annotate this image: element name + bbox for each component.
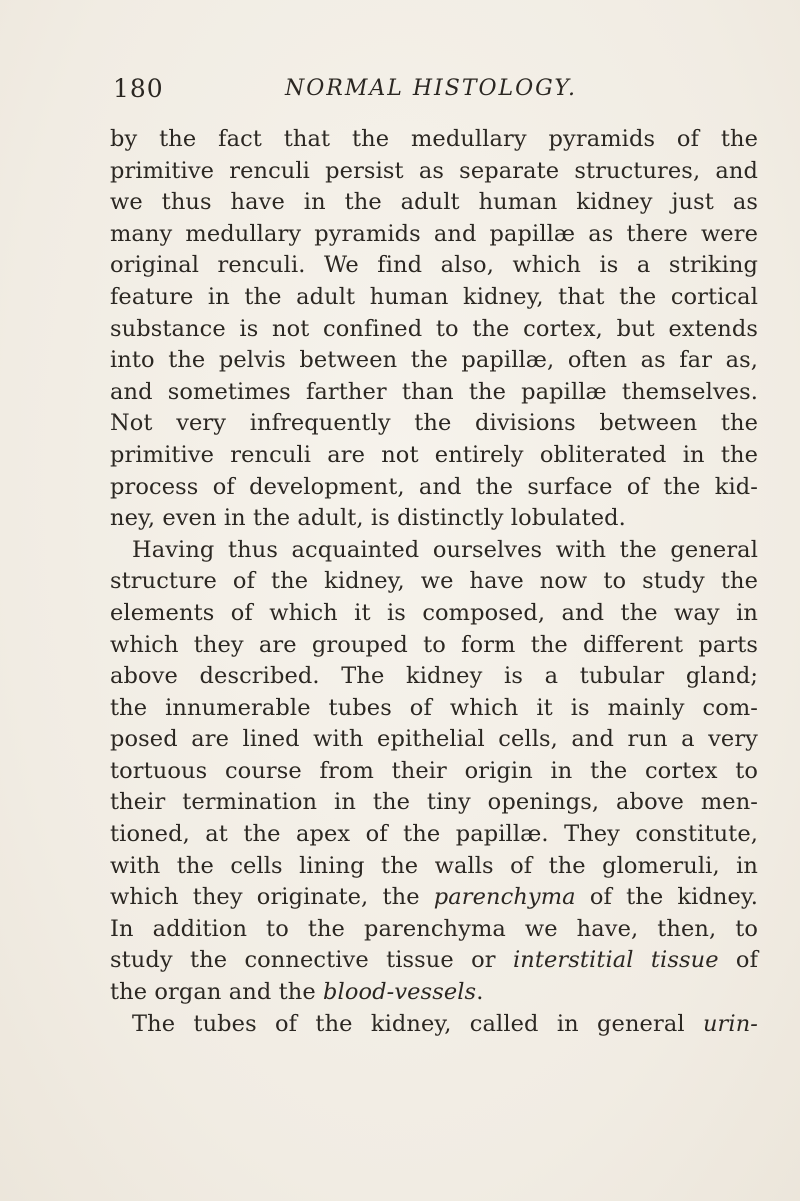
text-segment: the organ and the <box>110 979 324 1006</box>
text-line <box>110 945 758 977</box>
text-line: which they are grouped to form the different parts <box>110 631 758 658</box>
text-line <box>110 977 758 1009</box>
text-line: primitive renculi persist as separate structures, and <box>110 157 758 184</box>
text-line <box>110 882 758 914</box>
text-segment: . <box>476 979 484 1006</box>
text-line: feature in the adult human kidney, that the cortical <box>110 283 758 310</box>
text-segment: of the kidney. <box>575 884 758 911</box>
text-segment: of <box>718 947 759 974</box>
running-title: NORMAL HISTOLOGY. <box>285 76 578 101</box>
text-line: structure of the kidney, we have now to study the <box>110 568 758 595</box>
text-line: primitive renculi are not entirely obliterated in the <box>110 441 758 468</box>
page-number: 180 <box>113 74 164 103</box>
text-line: their termination in the tiny openings, above men- <box>110 789 758 816</box>
text-line: tioned, at the apex of the papillæ. They constitute, <box>110 821 758 848</box>
text-line: we thus have in the adult human kidney just as <box>110 189 758 216</box>
italic-term: urin- <box>702 1010 758 1037</box>
text-line: process of development, and the surface of the kid- <box>110 473 758 500</box>
body-text <box>110 124 758 1040</box>
text-line: Not very infrequently the divisions between the <box>110 410 758 437</box>
text-line: tortuous course from their origin in the cortex to <box>110 757 758 784</box>
text-line: and sometimes farther than the papillæ themselves. <box>110 378 758 405</box>
text-line: the innumerable tubes of which it is mainly com- <box>110 694 758 721</box>
text-line: ney, even in the adult, is distinctly lobulated. <box>110 505 626 532</box>
text-line: many medullary pyramids and papillæ as there were <box>110 220 758 247</box>
text-line: In addition to the parenchyma we have, then, to <box>110 915 758 942</box>
italic-term: blood-vessels <box>323 979 477 1006</box>
text-line-paragraph-start <box>110 1009 758 1041</box>
italic-term: parenchyma <box>433 884 576 911</box>
text-line: with the cells lining the walls of the glomeruli, in <box>110 852 758 879</box>
text-segment: study the connective tissue or <box>110 947 513 974</box>
text-line: above described. The kidney is a tubular gland; <box>110 663 758 690</box>
page-header <box>113 74 753 104</box>
italic-term: interstitial tissue <box>512 947 719 974</box>
text-segment: which they originate, the <box>110 884 434 911</box>
text-line: by the fact that the medullary pyramids of the <box>110 126 758 152</box>
text-line-paragraph-start: Having thus acquainted ourselves with the general <box>132 536 758 563</box>
text-segment: The tubes of the kidney, called in general <box>132 1010 703 1037</box>
text-line: substance is not confined to the cortex, but extends <box>110 315 758 342</box>
text-line: original renculi. We find also, which is a striking <box>110 252 758 279</box>
text-line: elements of which it is composed, and the way in <box>110 599 758 626</box>
text-line: into the pelvis between the papillæ, often as far as, <box>110 347 758 374</box>
text-line: posed are lined with epithelial cells, and run a very <box>110 726 758 753</box>
